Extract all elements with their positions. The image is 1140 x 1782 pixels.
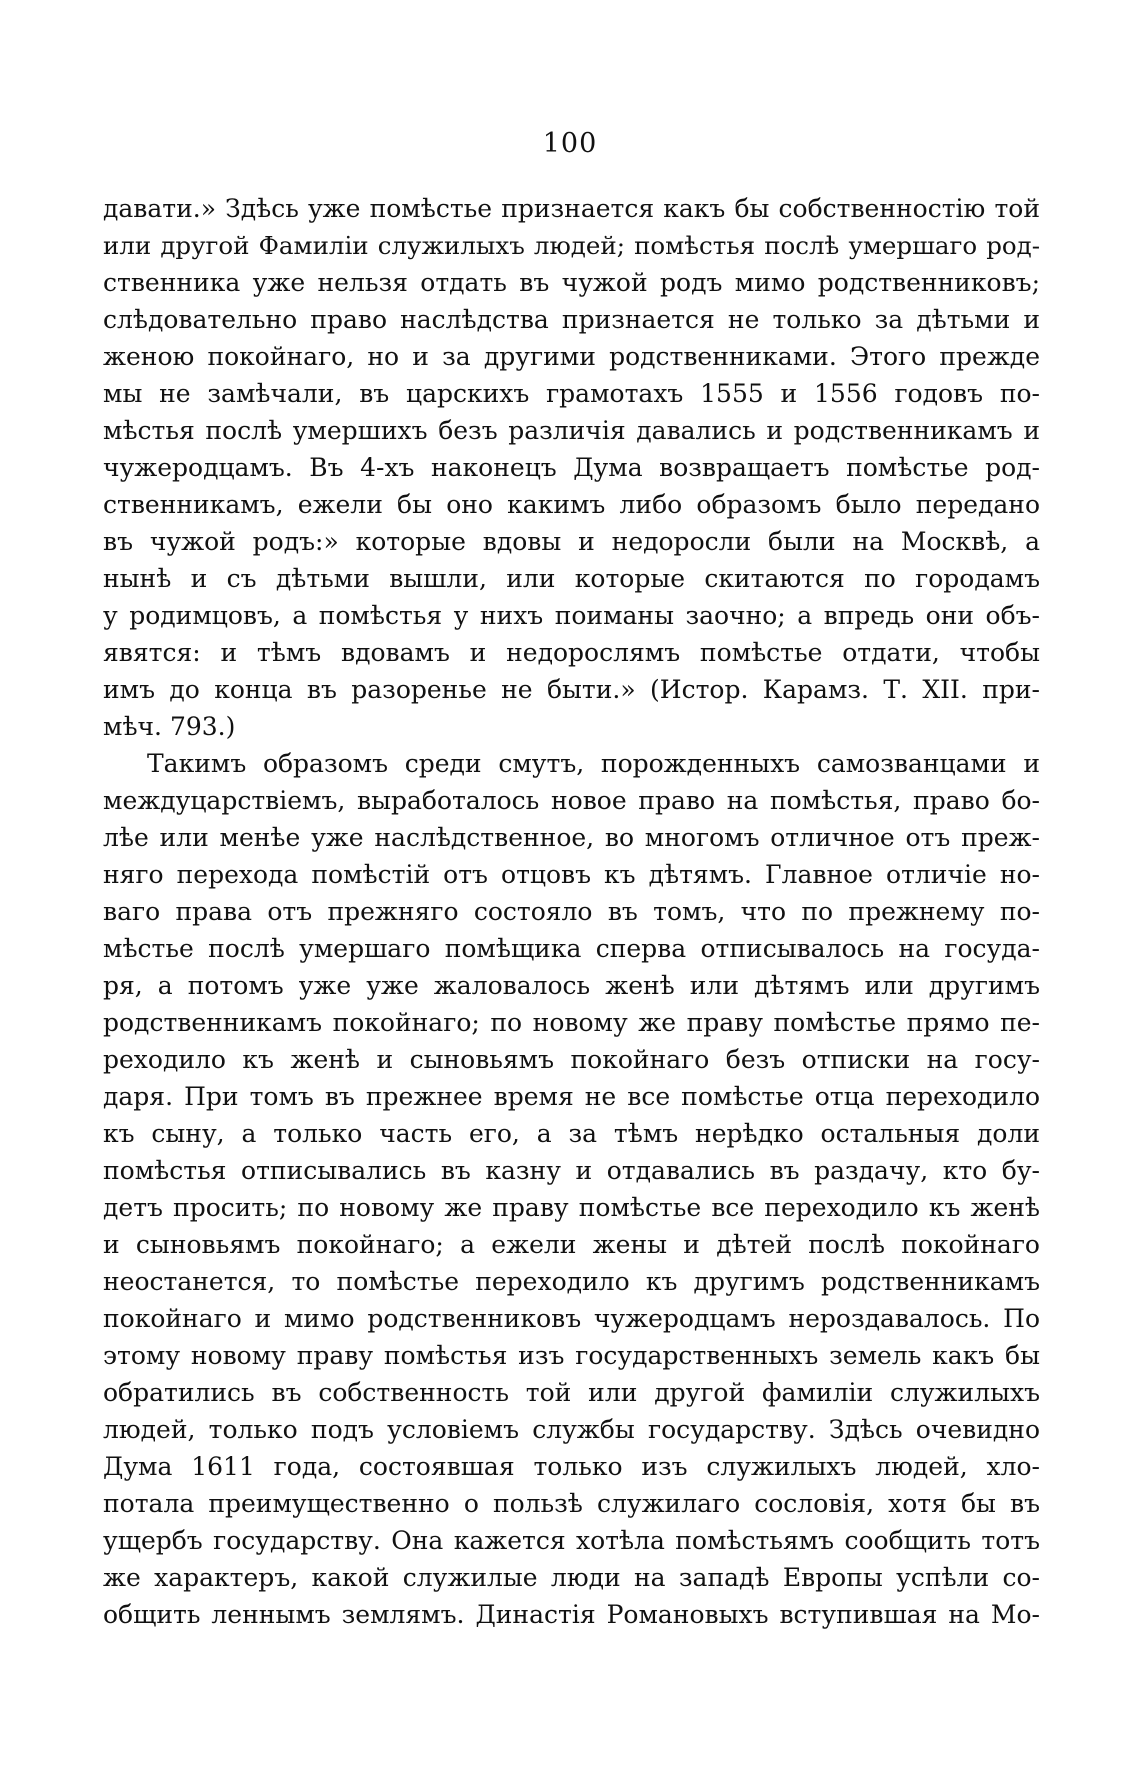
text-line: мѣстья послѣ умершихъ безъ различія давались и родственникамъ и (103, 416, 1040, 445)
text-line: нынѣ и съ дѣтьми вышли, или которые скитаются по городамъ (103, 564, 1040, 593)
text-line: помѣстья отписывались въ казну и отдавались въ раздачу, кто бу- (103, 1156, 1040, 1185)
text-line: родственникамъ покойнаго; по новому же праву помѣстье прямо пе- (103, 1008, 1040, 1037)
text-line: ря, а потомъ уже уже жаловалось женѣ или дѣтямъ или другимъ (103, 971, 1040, 1000)
page-number: 100 (542, 128, 598, 159)
text-line: къ сыну, а только часть его, а за тѣмъ нерѣдко остальныя доли (103, 1119, 1040, 1148)
text-line: явятся: и тѣмъ вдовамъ и недорослямъ помѣстье отдати, чтобы (103, 638, 1040, 667)
text-line: ственника уже нельзя отдать въ чужой родъ мимо родственниковъ; (103, 268, 1040, 297)
text-line: покойнаго и мимо родственниковъ чужеродцамъ нероздавалось. По (103, 1304, 1040, 1333)
text-line: междуцарствіемъ, выработалось новое право на помѣстья, право бо- (103, 786, 1040, 815)
text-line: чужеродцамъ. Въ 4-хъ наконецъ Дума возвращаетъ помѣстье род- (103, 453, 1040, 482)
text-line: Такимъ образомъ среди смутъ, порожденныхъ самозванцами и (147, 749, 1040, 778)
text-line: слѣдовательно право наслѣдства признается не только за дѣтьми и (103, 305, 1040, 334)
text-line: же характеръ, какой служилые люди на западѣ Европы успѣли со- (103, 1563, 1040, 1592)
text-line: ущербъ государству. Она кажется хотѣла помѣстьямъ сообщить тотъ (103, 1526, 1040, 1555)
text-line: мы не замѣчали, въ царскихъ грамотахъ 1555 и 1556 годовъ по- (103, 379, 1040, 408)
paragraph-1 (103, 190, 1040, 745)
text-line: даря. При томъ въ прежнее время не все помѣстье отца переходило (103, 1082, 1040, 1111)
text-line: неостанется, то помѣстье переходило къ другимъ родственникамъ (103, 1267, 1040, 1296)
text-line: потала преимущественно о пользѣ служилаго сословія, хотя бы въ (103, 1489, 1040, 1518)
text-line: мѣстье послѣ умершаго помѣщика сперва отписывалось на госуда- (103, 934, 1040, 963)
text-line: въ чужой родъ:» которые вдовы и недоросли были на Москвѣ, а (103, 527, 1040, 556)
text-line: этому новому праву помѣстья изъ государственныхъ земель какъ бы (103, 1341, 1040, 1370)
text-line: или другой Фамиліи служилыхъ людей; помѣстья послѣ умершаго род- (103, 231, 1040, 260)
text-line: ственникамъ, ежели бы оно какимъ либо образомъ было передано (103, 490, 1040, 519)
text-line: лѣе или менѣе уже наслѣдственное, во многомъ отличное отъ преж- (103, 823, 1040, 852)
text-line: реходило къ женѣ и сыновьямъ покойнаго безъ отписки на госу- (103, 1045, 1040, 1074)
body-text (103, 190, 1040, 1633)
text-line: няго перехода помѣстій отъ отцовъ къ дѣтямъ. Главное отличіе но- (103, 860, 1040, 889)
text-line: у родимцовъ, а помѣстья у нихъ поиманы заочно; а впредь они объ- (103, 601, 1040, 630)
text-line: ваго права отъ прежняго состояло въ томъ, что по прежнему по- (103, 897, 1040, 926)
text-line: обратились въ собственность той или другой фамиліи служилыхъ (103, 1378, 1040, 1407)
text-line: имъ до конца въ разоренье не быти.» (Истор. Карамз. Т. XII. при- (103, 675, 1040, 704)
text-line: детъ просить; по новому же праву помѣстье все переходило къ женѣ (103, 1193, 1040, 1222)
text-line: Дума 1611 года, состоявшая только изъ служилыхъ людей, хло- (103, 1452, 1040, 1481)
text-line: общить леннымъ землямъ. Династія Романовыхъ вступившая на Мо- (103, 1600, 1040, 1629)
text-line: людей, только подъ условіемъ службы государству. Здѣсь очевидно (103, 1415, 1040, 1444)
text-line: давати.» Здѣсь уже помѣстье признается какъ бы собственностію той (103, 194, 1040, 223)
paragraph-2 (103, 745, 1040, 1633)
text-line: мѣч. 793.) (103, 712, 236, 741)
text-line: женою покойнаго, но и за другими родственниками. Этого прежде (103, 342, 1040, 371)
text-line: и сыновьямъ покойнаго; а ежели жены и дѣтей послѣ покойнаго (103, 1230, 1040, 1259)
